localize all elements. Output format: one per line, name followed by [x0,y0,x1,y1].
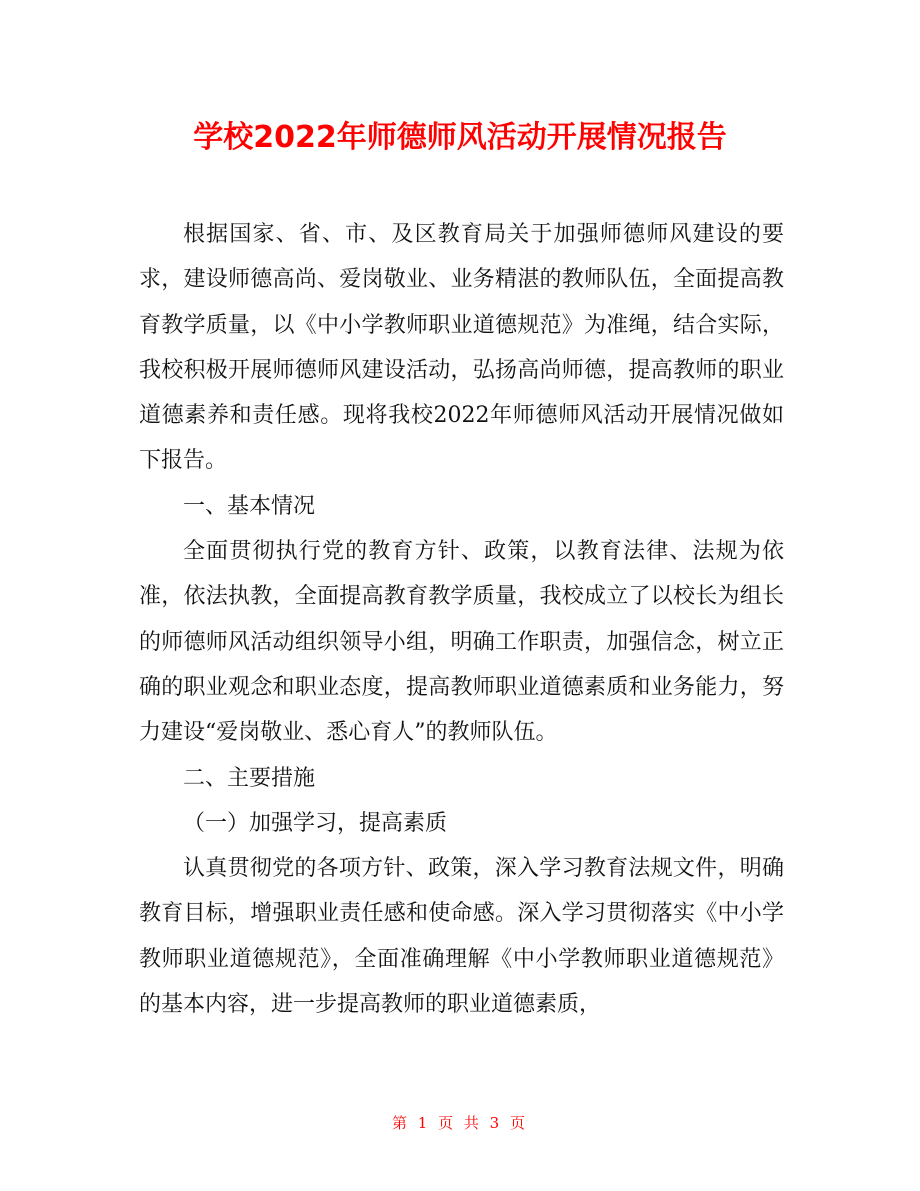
subsection-heading-study: （一）加强学习，提高素质 [183,810,448,836]
intro-paragraph: 根据国家、省、市、及区教育局关于加强师德师风建设的要求，建设师德高尚、爱岗敬业、业务精湛的教师队伍，全面提高教育教学质量，以《中小学教师职业道德规范》为准绳，结合实际，我校积极开展师德师风建设活动，弘扬高尚师德，提高教师的职业道德素养和责任感。现将我校2022年师德师风活动开展情况做如下报告。 [139,222,784,474]
document-body [139,212,784,1027]
document-title: 学校2022年师德师风活动开展情况报告 [193,120,727,155]
study-paragraph: 认真贯彻党的各项方针、政策，深入学习教育法规文件，明确教育目标，增强职业责任感和使命感。深入学习贯彻落实《中小学教师职业道德规范》，全面准确理解《中小学教师职业道德规范》的基本内容，进一步提高教师的职业道德素质， [139,856,784,1018]
section-heading-basic-situation: 一、基本情况 [183,493,316,519]
basic-situation-paragraph: 全面贯彻执行党的教育方针、政策，以教育法律、法规为依准，依法执教，全面提高教育教学质量，我校成立了以校长为组长的师德师风活动组织领导小组，明确工作职责，加强信念，树立正确的职业观念和职业态度，提高教师职业道德素质和业务能力，努力建设“爱岗敬业、悉心育人”的教师队伍。 [139,539,784,746]
section-heading-main-measures: 二、主要措施 [183,765,316,791]
page-number-footer: 第 1 页 共 3 页 [392,1114,528,1132]
